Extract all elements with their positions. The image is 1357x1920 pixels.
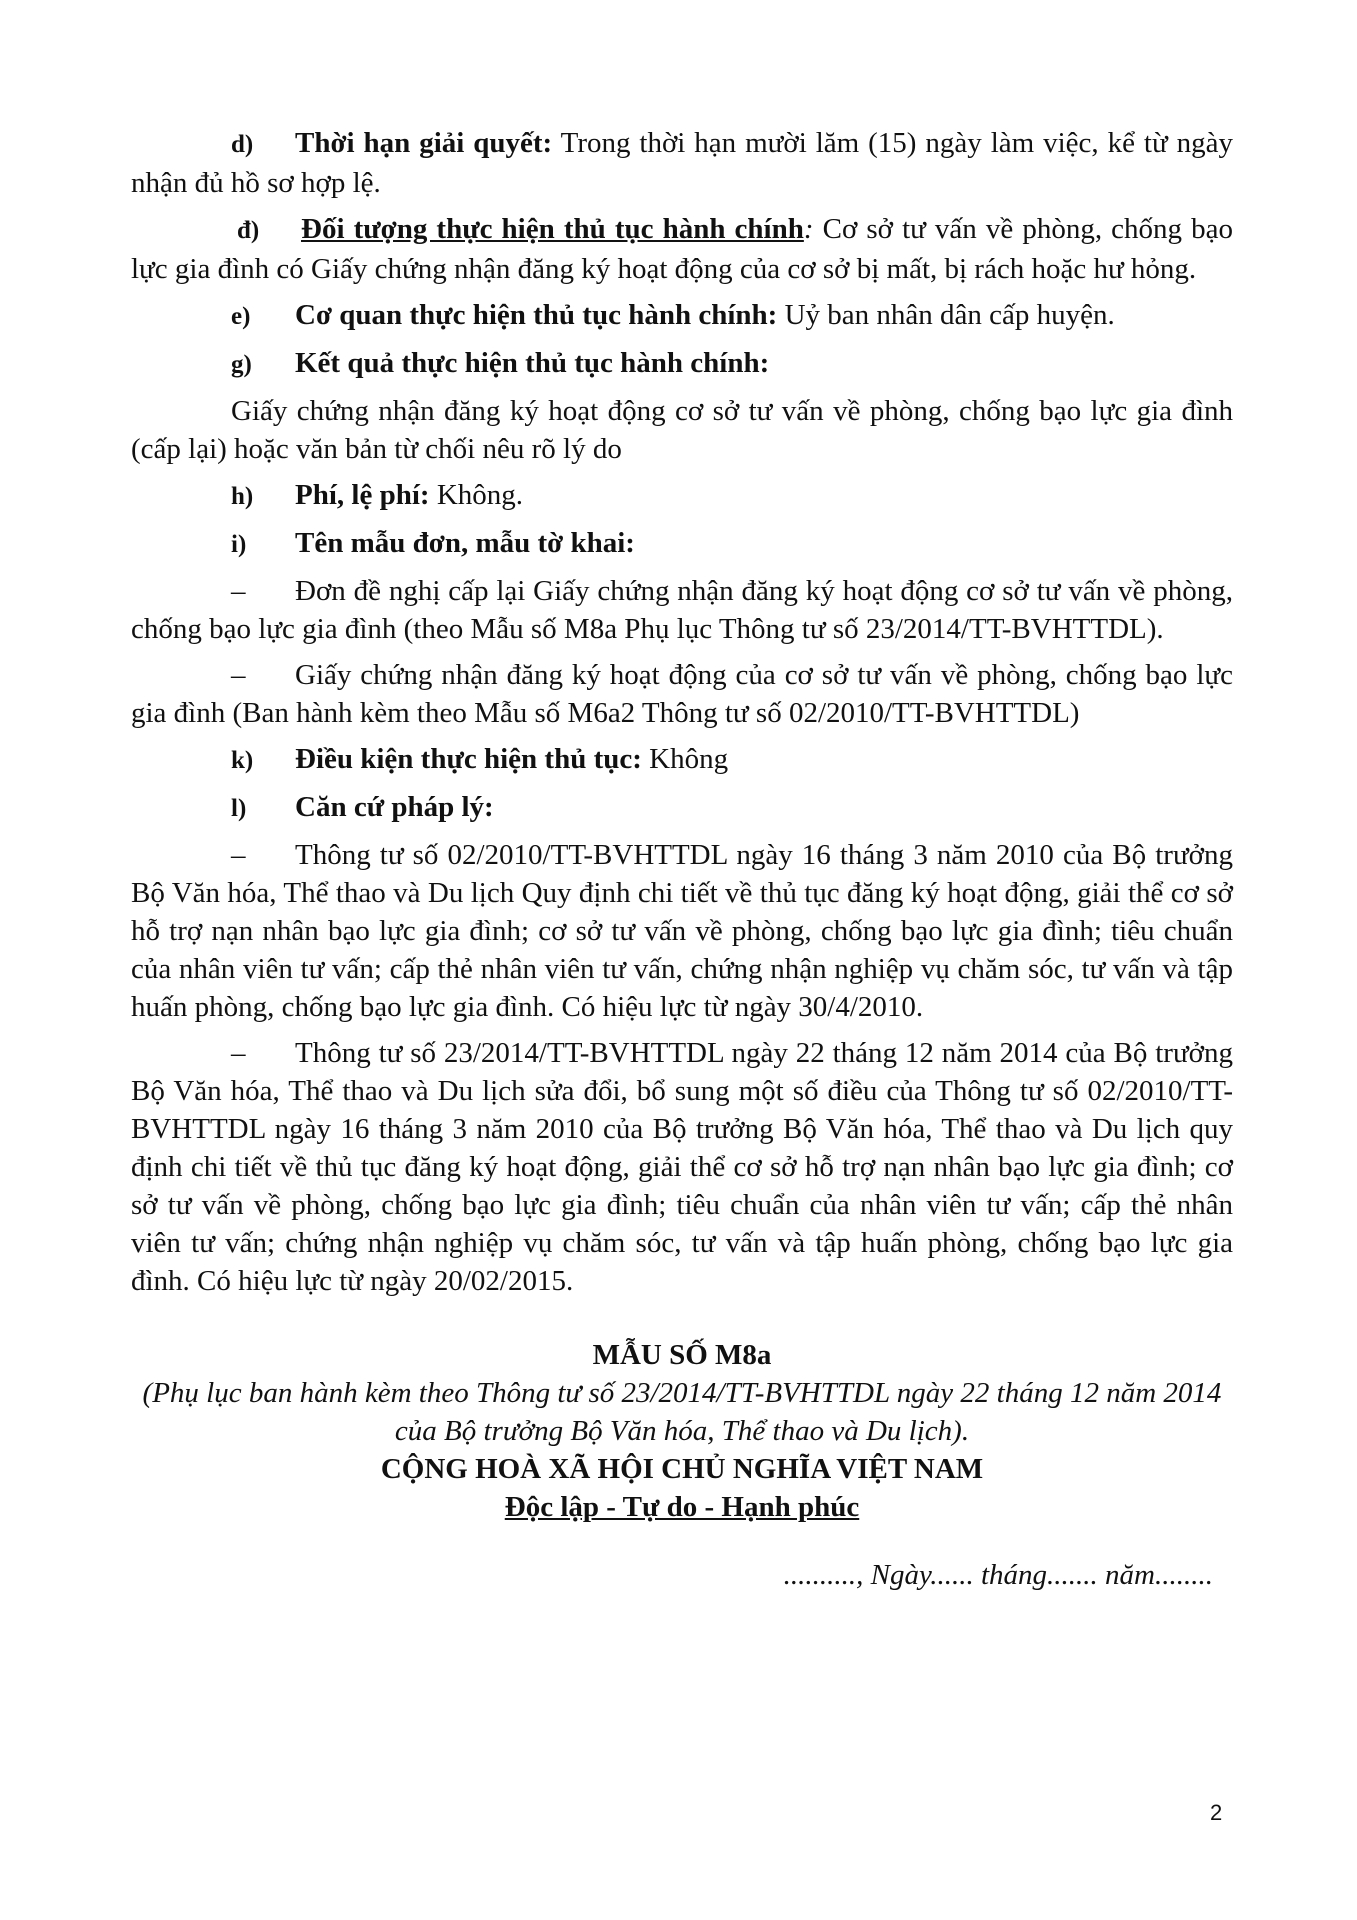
dash-marker: –: [231, 839, 246, 871]
section-d: [131, 124, 1233, 202]
section-h-label: h): [231, 483, 254, 510]
form-subtitle: (Phụ lục ban hành kèm theo Thông tư số 23/2014/TT-BVHTTDL ngày 22 tháng 12 năm 2014 của Bộ trưởng Bộ Văn hóa, Thể thao và Du lịch).: [142, 1377, 1222, 1447]
list-item-text: Thông tư số 02/2010/TT-BVHTTDL ngày 16 tháng 3 năm 2010 của Bộ trưởng Bộ Văn hóa, Thể thao và Du lịch Quy định chi tiết về thủ tục đăng ký hoạt động, giải thể cơ sở hỗ trợ nạn nhân bạo lực gia đình; cơ sở tư vấn về phòng, chống bạo lực gia đình; tiêu chuẩn của nhân viên tư vấn; cấp thẻ nhân viên tư vấn, chứng nhận nghiệp vụ chăm sóc, tư vấn và tập huấn phòng, chống bạo lực gia đình. Có hiệu lực từ ngày 30/4/2010.: [131, 839, 1233, 1023]
section-dd-sep: :: [803, 213, 823, 245]
list-item: [131, 836, 1233, 1026]
dash-marker: –: [231, 575, 246, 607]
form-title: MẪU SỐ M8a: [592, 1339, 772, 1371]
section-l-label: l): [231, 795, 247, 822]
dash-marker: –: [231, 1037, 246, 1069]
section-dd: [131, 210, 1233, 288]
section-g: [131, 344, 1233, 384]
section-d-label: d): [231, 131, 254, 158]
section-k-label: k): [231, 747, 254, 774]
section-e-text: Uỷ ban nhân dân cấp huyện.: [777, 299, 1115, 331]
motto-text: Độc lập - Tự do - Hạnh phúc: [504, 1491, 860, 1523]
section-l-heading: Căn cứ pháp lý:: [295, 791, 494, 823]
section-k-heading: Điều kiện thực hiện thủ tục:: [295, 743, 642, 775]
document-page: [131, 124, 1233, 1594]
section-e: [131, 296, 1233, 336]
section-l: [131, 788, 1233, 828]
section-k-text: Không: [641, 743, 729, 775]
section-k: [131, 740, 1233, 780]
section-dd-text: Cơ sở tư vấn về phòng, chống bạo lực gia đình có Giấy chứng nhận đăng ký hoạt động của cơ sở bị mất, bị rách hoặc hư hỏng.: [131, 213, 1234, 285]
list-item: [131, 656, 1233, 732]
section-g-label: g): [231, 351, 252, 378]
section-h-heading: Phí, lệ phí:: [295, 479, 430, 511]
section-d-heading: Thời hạn giải quyết:: [295, 127, 553, 159]
section-g-text: Giấy chứng nhận đăng ký hoạt động cơ sở tư vấn về phòng, chống bạo lực gia đình (cấp lại) hoặc văn bản từ chối nêu rõ lý do: [131, 395, 1233, 465]
list-item-text: Đơn đề nghị cấp lại Giấy chứng nhận đăng ký hoạt động cơ sở tư vấn về phòng, chống bạo lực gia đình (theo Mẫu số M8a Phụ lục Thông tư số 23/2014/TT-BVHTTDL).: [131, 575, 1233, 645]
section-g-heading: Kết quả thực hiện thủ tục hành chính:: [295, 347, 770, 379]
nation-heading: CỘNG HOÀ XÃ HỘI CHỦ NGHĨA VIỆT NAM: [380, 1453, 984, 1485]
list-item: [131, 572, 1233, 648]
section-dd-heading: Đối tượng thực hiện thủ tục hành chính: [301, 213, 804, 245]
section-h-text: Không.: [429, 479, 524, 511]
section-h: [131, 476, 1233, 516]
list-item-text: Thông tư số 23/2014/TT-BVHTTDL ngày 22 tháng 12 năm 2014 của Bộ trưởng Bộ Văn hóa, Thể thao và Du lịch sửa đổi, bổ sung một số điều của Thông tư số 02/2010/TT-BVHTTDL ngày 16 tháng 3 năm 2010 của Bộ trưởng Bộ Văn hóa, Thể thao và Du lịch quy định chi tiết về thủ tục đăng ký hoạt động, giải thể cơ sở hỗ trợ nạn nhân bạo lực gia đình; cơ sở tư vấn về phòng, chống bạo lực gia đình; tiêu chuẩn của nhân viên tư vấn; cấp thẻ nhân viên tư vấn; chứng nhận nghiệp vụ chăm sóc, tư vấn và tập huấn phòng, chống bạo lực gia đình. Có hiệu lực từ ngày 20/02/2015.: [131, 1037, 1233, 1297]
section-i: [131, 524, 1233, 564]
dash-marker: –: [231, 659, 246, 691]
page-number: 2: [1210, 1800, 1223, 1825]
date-line: .........., Ngày...... tháng....... năm........: [783, 1559, 1213, 1591]
section-i-label: i): [231, 531, 247, 558]
section-d-text: Trong thời hạn mười lăm (15) ngày làm việc, kể từ ngày nhận đủ hồ sơ hợp lệ.: [131, 127, 1233, 199]
section-e-label: e): [231, 303, 251, 330]
section-e-heading: Cơ quan thực hiện thủ tục hành chính:: [295, 299, 778, 331]
list-item: [131, 1034, 1233, 1300]
list-item-text: Giấy chứng nhận đăng ký hoạt động của cơ sở tư vấn về phòng, chống bạo lực gia đình (Ban hành kèm theo Mẫu số M6a2 Thông tư số 02/2010/TT-BVHTTDL): [131, 659, 1233, 729]
motto: [131, 1488, 1233, 1526]
section-i-heading: Tên mẫu đơn, mẫu tờ khai:: [295, 527, 635, 559]
section-dd-label: đ): [237, 217, 260, 244]
